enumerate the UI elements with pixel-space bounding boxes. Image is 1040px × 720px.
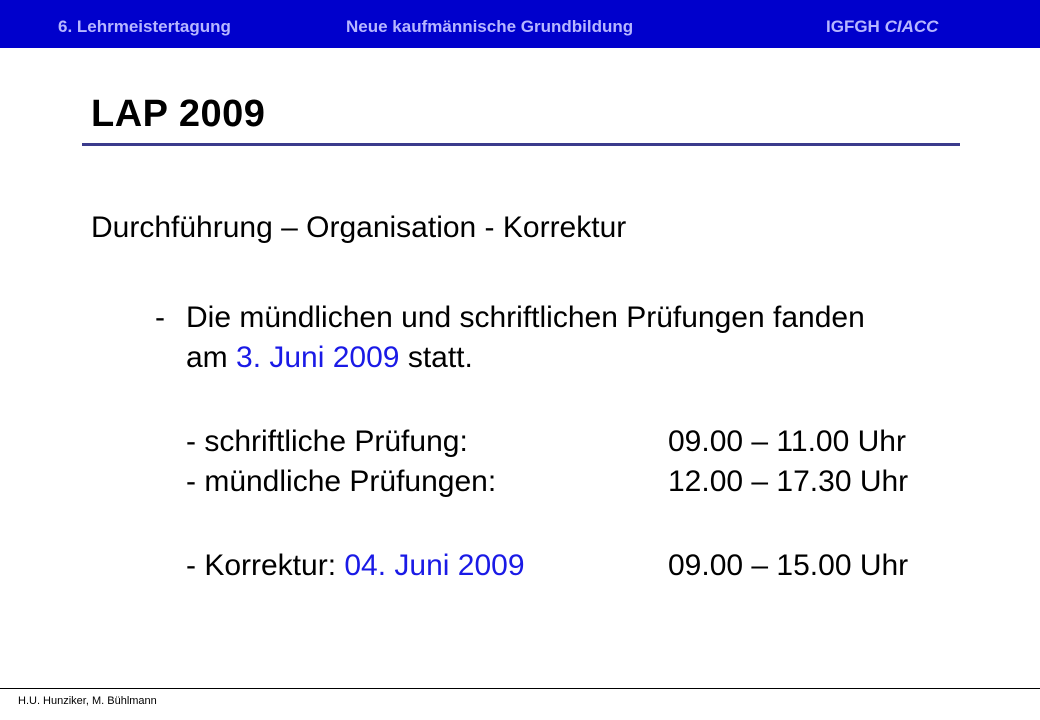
header-org-italic: CIACC	[884, 17, 939, 36]
correction-date: 04. Juni 2009	[344, 549, 525, 582]
footer-divider	[0, 688, 1040, 689]
exam-date-prefix: am	[186, 341, 237, 374]
schedule-written-time: 09.00 – 11.00 Uhr	[668, 425, 906, 458]
header-event: 6. Lehrmeistertagung	[58, 17, 231, 36]
schedule-written-label: - schriftliche Prüfung:	[186, 425, 468, 458]
header-bar	[0, 0, 1040, 48]
schedule-correction	[186, 546, 525, 586]
title-divider	[82, 143, 960, 146]
header-organization	[826, 17, 938, 37]
slide-subtitle: Durchführung – Organisation - Korrektur	[91, 211, 627, 244]
schedule-oral-label: - mündliche Prüfungen:	[186, 465, 497, 498]
correction-label: - Korrektur:	[186, 549, 345, 582]
exam-info-line-2	[186, 338, 473, 378]
slide-title: LAP 2009	[91, 93, 266, 135]
exam-date-suffix: statt.	[399, 341, 473, 374]
footer-authors: H.U. Hunziker, M. Bühlmann	[18, 695, 157, 707]
exam-date: 3. Juni 2009	[236, 341, 400, 374]
schedule-correction-time: 09.00 – 15.00 Uhr	[668, 549, 909, 582]
schedule-oral-time: 12.00 – 17.30 Uhr	[668, 465, 909, 498]
exam-info-line-1: Die mündlichen und schriftlichen Prüfungen fanden	[186, 301, 865, 334]
bullet-dash: -	[155, 301, 165, 334]
header-topic: Neue kaufmännische Grundbildung	[346, 17, 634, 36]
header-org-plain: IGFGH	[826, 17, 885, 36]
